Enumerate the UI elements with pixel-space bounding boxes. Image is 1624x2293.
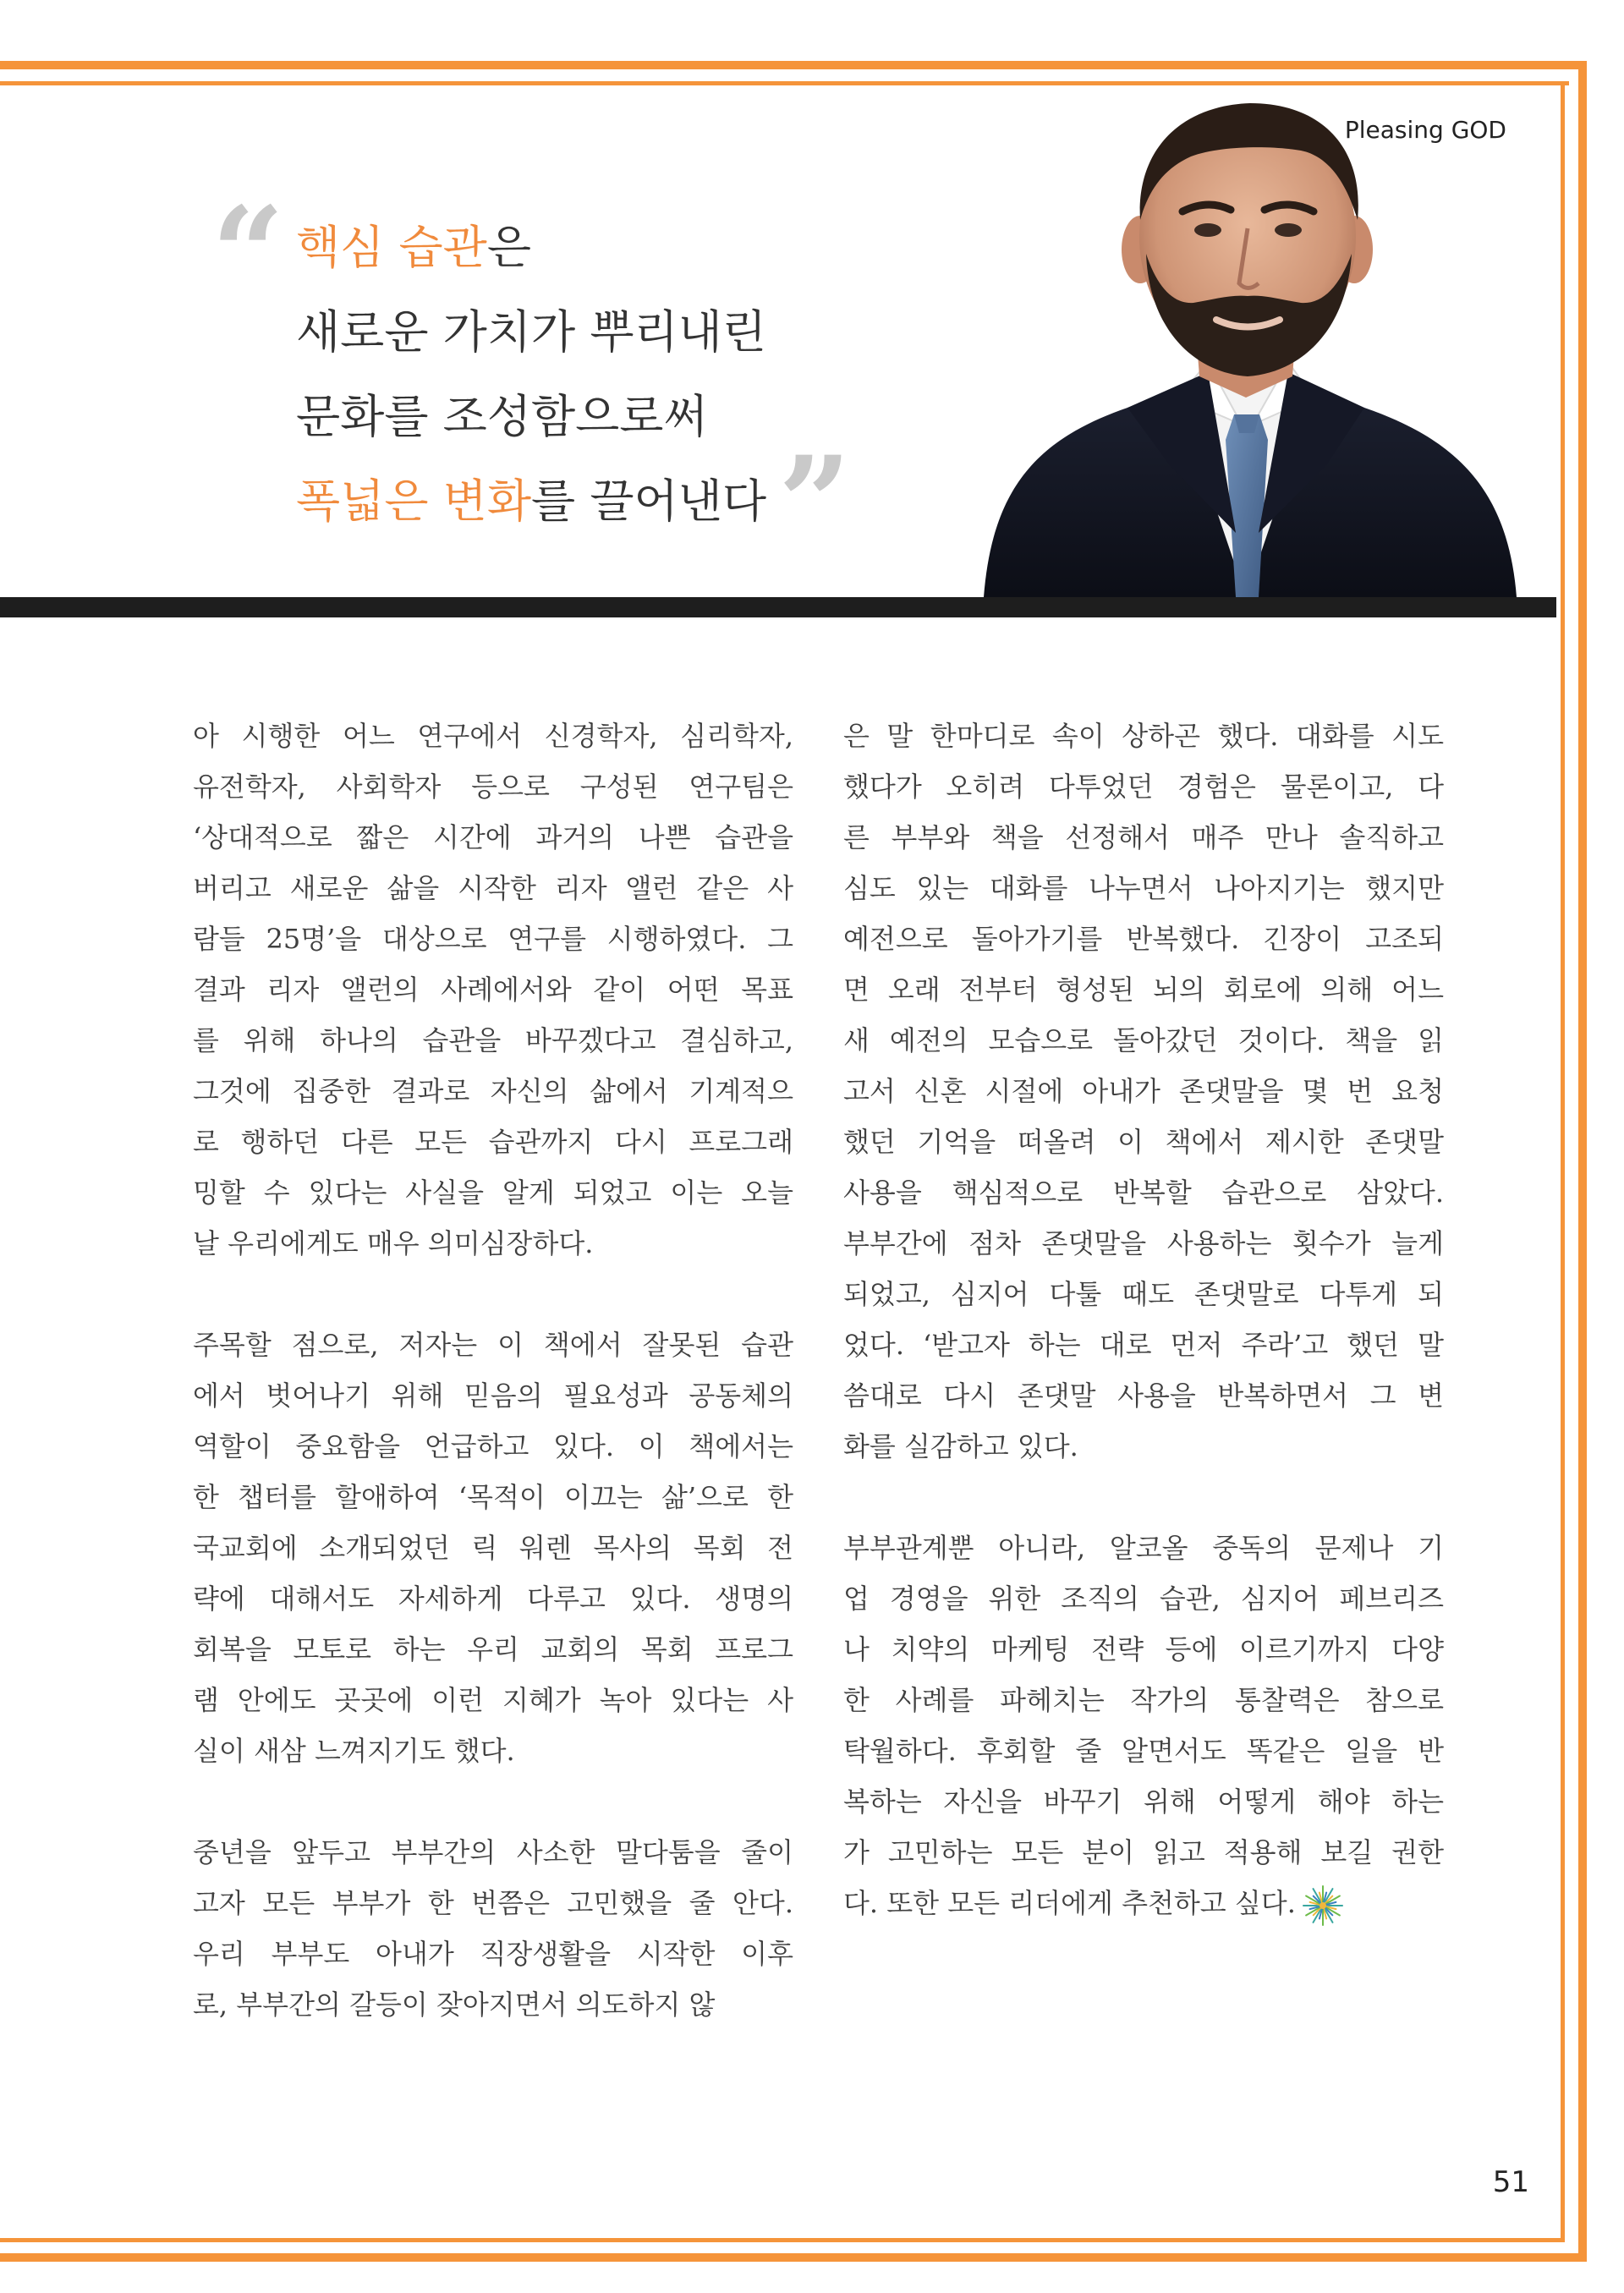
quote-highlight: 폭넓은 변화 <box>296 475 531 528</box>
paragraph-gap <box>193 1269 793 1319</box>
body-text-line: 역할이 중요함을 언급하고 있다. 이 책에서는 <box>193 1430 793 1462</box>
body-text-line: 를 위해 하나의 습관을 바꾸겠다고 결심하고, <box>193 1024 793 1056</box>
body-column-right <box>843 710 1444 1928</box>
body-text-line: 고자 모든 부부가 한 번쯤은 고민했을 줄 안다. <box>193 1887 793 1919</box>
body-text-line: ‘상대적으로 짧은 시간에 과거의 나쁜 습관을 <box>193 821 793 853</box>
quote-highlight: 핵심 습관 <box>296 221 487 274</box>
body-text-line: 사용을 핵심적으로 반복할 습관으로 삼았다. <box>843 1177 1444 1209</box>
body-text-line: 그것에 집중한 결과로 자신의 삶에서 기계적으 <box>193 1075 793 1107</box>
quote-text: 은 <box>486 221 531 274</box>
body-text-line: 유전학자, 사회학자 등으로 구성된 연구팀은 <box>193 771 793 803</box>
paragraph-gap <box>193 1776 793 1827</box>
quote-line-2: 새로운 가치가 뿌리내린 <box>296 305 766 359</box>
body-text-line: 부부관계뿐 아니라, 알코올 중독의 문제나 기 <box>843 1532 1444 1564</box>
frame-top-outer <box>0 61 1586 69</box>
body-text-line: 략에 대해서도 자세하게 다루고 있다. 생명의 <box>193 1583 793 1615</box>
body-text-line: 실이 새삼 느껴지기도 했다. <box>193 1735 515 1767</box>
body-text-line: 우리 부부도 아내가 직장생활을 시작한 이후 <box>193 1938 793 1970</box>
body-text-line: 른 부부와 책을 선정해서 매주 만나 솔직하고 <box>843 821 1444 853</box>
body-text-line: 씀대로 다시 존댓말 사용을 반복하면서 그 변 <box>843 1380 1444 1412</box>
body-text-line: 로, 부부간의 갈등이 잦아지면서 의도하지 않 <box>193 1989 716 2021</box>
body-text-line: 주목할 점으로, 저자는 이 책에서 잘못된 습관 <box>193 1329 793 1361</box>
body-text-line: 가 고민하는 모든 분이 읽고 적용해 보길 권한 <box>843 1836 1444 1868</box>
body-text-line: 했다가 오히려 다투었던 경험은 물론이고, 다 <box>843 771 1444 803</box>
body-text-line: 면 오래 전부터 형성된 뇌의 회로에 의해 어느 <box>843 974 1444 1006</box>
body-text-line: 복하는 자신을 바꾸기 위해 어떻게 해야 하는 <box>843 1786 1444 1818</box>
body-text-line: 버리고 새로운 삶을 시작한 리자 앨런 같은 사 <box>193 872 793 904</box>
quote-line-3: 문화를 조성함으로써 <box>296 390 708 443</box>
body-text-line: 한 사례를 파헤치는 작가의 통찰력은 참으로 <box>843 1684 1444 1716</box>
paragraph-gap <box>843 1472 1444 1522</box>
body-text-line: 했던 기억을 떠올려 이 책에서 제시한 존댓말 <box>843 1126 1444 1158</box>
divider-band <box>0 597 1556 617</box>
body-text-line: 예전으로 돌아가기를 반복했다. 긴장이 고조되 <box>843 923 1444 955</box>
body-text-line: 심도 있는 대화를 나누면서 나아지기는 했지만 <box>843 872 1444 904</box>
quote-lines <box>296 206 1057 578</box>
portrait-photo <box>967 93 1531 597</box>
quote-line-4 <box>296 429 1057 578</box>
body-text-line: 람들 25명’을 대상으로 연구를 시행하였다. 그 <box>193 923 793 955</box>
quote-open-mark: “ <box>211 179 275 328</box>
body-text-line: 회복을 모토로 하는 우리 교회의 목회 프로그 <box>193 1633 793 1665</box>
frame-bottom-inner <box>0 2238 1565 2242</box>
body-text-line: 부부간에 점차 존댓말을 사용하는 횟수가 늘게 <box>843 1227 1444 1259</box>
body-text-line: 로 행하던 다른 모든 습관까지 다시 프로그래 <box>193 1126 793 1158</box>
quote-line-1 <box>296 206 1057 290</box>
body-text-line: 되었고, 심지어 다툴 때도 존댓말로 다투게 되 <box>843 1278 1444 1310</box>
body-text-line: 고서 신혼 시절에 아내가 존댓말을 몇 번 요청 <box>843 1075 1444 1107</box>
frame-right-inner <box>1561 81 1565 2242</box>
quote-text: 를 끌어낸다 <box>531 475 766 528</box>
body-text-line: 한 챕터를 할애하여 ‘목적이 이끄는 삶’으로 한 <box>193 1481 793 1513</box>
body-text-line: 업 경영을 위한 조직의 습관, 심지어 페브리즈 <box>843 1583 1444 1615</box>
body-text-line: 결과 리자 앨런의 사례에서와 같이 어떤 목표 <box>193 974 793 1006</box>
body-text-line: 밍할 수 있다는 사실을 알게 되었고 이는 오늘 <box>193 1177 793 1209</box>
body-text-line: 중년을 앞두고 부부간의 사소한 말다툼을 줄이 <box>193 1836 793 1868</box>
body-text-line: 화를 실감하고 있다. <box>843 1430 1078 1462</box>
frame-top-inner <box>0 81 1569 85</box>
body-text-line: 탁월하다. 후회할 줄 알면서도 똑같은 일을 반 <box>843 1735 1444 1767</box>
starburst-end-mark-icon <box>1301 1884 1345 1928</box>
body-text-line: 었다. ‘받고자 하는 대로 먼저 주라’고 했던 말 <box>843 1329 1444 1361</box>
body-text-line: 국교회에 소개되었던 릭 워렌 목사의 목회 전 <box>193 1532 793 1564</box>
page-number: 51 <box>1492 2165 1529 2199</box>
body-text-line: 다. 또한 모든 리더에게 추천하고 싶다. <box>843 1878 1444 1928</box>
frame-bottom-outer <box>0 2253 1587 2262</box>
body-text-line: 램 안에도 곳곳에 이런 지혜가 녹아 있다는 사 <box>193 1684 793 1716</box>
quote-close-mark: ” <box>778 429 842 578</box>
running-header: Pleasing GOD <box>1344 116 1506 144</box>
body-text-line: 에서 벗어나기 위해 믿음의 필요성과 공동체의 <box>193 1380 793 1412</box>
body-column-left <box>193 710 793 2030</box>
body-text-line: 은 말 한마디로 속이 상하곤 했다. 대화를 시도 <box>843 720 1444 752</box>
body-text-line: 아 시행한 어느 연구에서 신경학자, 심리학자, <box>193 720 793 752</box>
frame-right-outer <box>1578 61 1587 2260</box>
body-text-line: 날 우리에게도 매우 의미심장하다. <box>193 1227 594 1259</box>
body-text-line: 나 치약의 마케팅 전략 등에 이르기까지 다양 <box>843 1633 1444 1665</box>
body-text-line: 새 예전의 모습으로 돌아갔던 것이다. 책을 읽 <box>843 1024 1444 1056</box>
